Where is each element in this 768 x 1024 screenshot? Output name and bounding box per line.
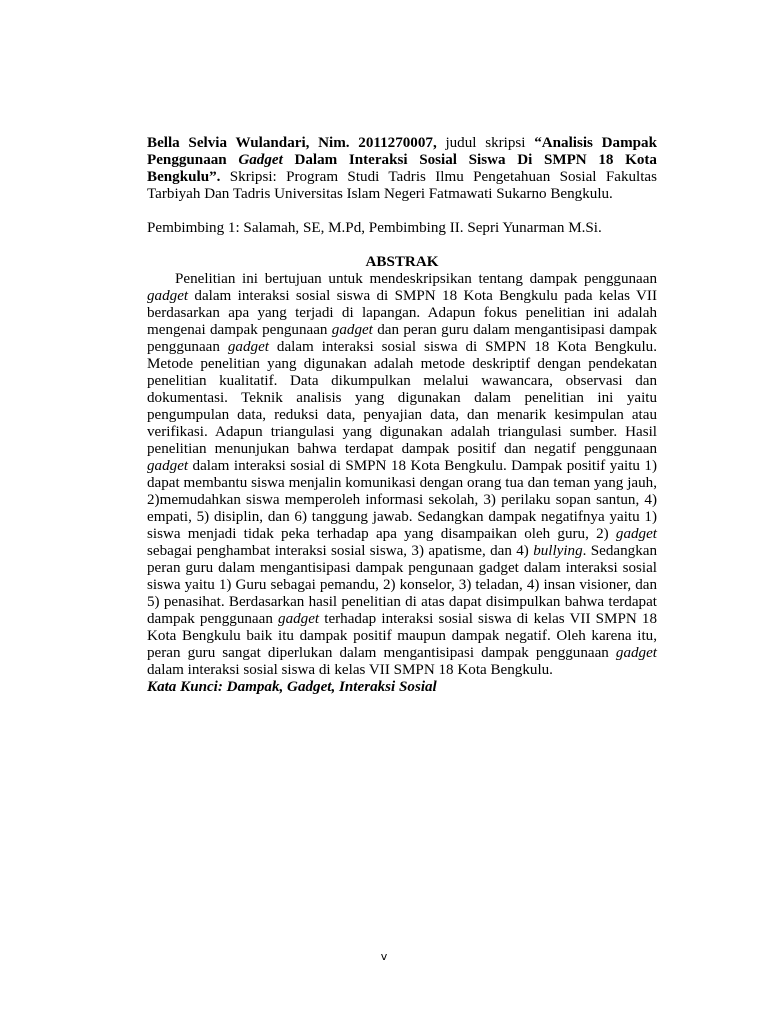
spacer [147, 237, 657, 254]
abstract-italic-term: gadget [615, 526, 657, 542]
abstract-italic-term: gadget [147, 288, 189, 304]
abstract-heading: ABSTRAK [365, 254, 439, 270]
keywords-line: Kata Kunci: Dampak, Gadget, Interaksi Sosial [147, 679, 437, 695]
abstract-text: terhadap interaksi sosial siswa di kelas VII SMPN 18 Kota Bengkulu baik itu dampak positif maupun dampak negatif. Oleh karena itu, peran guru sangat diperlukan dalam mengantisipasi dampak penggunaan [147, 611, 657, 661]
abstract-text: Penelitian ini bertujuan untuk mendeskripsikan tentang dampak penggunaan [175, 271, 657, 287]
abstract-text: dalam interaksi sosial siswa di SMPN 18 Kota Bengkulu. Metode penelitian yang digunakan adalah metode deskriptif dengan pendekatan penelitian kualitatif. Data dikumpulkan melalui wawancara, observasi dan dokumentasi. Teknik analisis yang digunakan dalam penelitian ini yaitu pengumpulan data, reduksi data, penyajian data, dan menarik kesimpulan atau verifikasi. Adapun triangulasi yang digunakan adalah triangulasi sumber. Hasil penelitian menunjukan bahwa terdapat dampak positif dan negatif penggunaan [147, 339, 657, 457]
thesis-title-part1: “Analisis Dampak Penggunaan [147, 135, 657, 168]
spacer [147, 203, 657, 220]
page-number: v [380, 950, 388, 963]
abstract-text: dan peran guru dalam mengantisipasi dampak penggunaan [147, 322, 657, 355]
page-content [147, 135, 657, 696]
abstract-text: . Sedangkan peran guru dalam mengantisipasi dampak pengunaan gadget dalam interaksi sosial siswa yaitu 1) Guru sebagai pemandu, 2) konselor, 3) teladan, 4) insan visioner, dan 5) penasihat. Berdasarkan hasil penelitian di atas dapat disimpulkan bahwa terdapat dampak penggunaan [147, 543, 658, 627]
abstract-text: sebagai penghambat interaksi sosial siswa, 3) apatisme, dan 4) [147, 543, 534, 559]
abstract-text: dalam interaksi sosial siswa di SMPN 18 Kota Bengkulu pada kelas VII berdasarkan apa yang terjadi di lapangan. Adapun fokus penelitian ini adalah mengenai dampak pengunaan [147, 288, 657, 338]
abstract-italic-term: gadget [278, 611, 320, 627]
abstract-italic-term: gadget [331, 322, 373, 338]
abstract-italic-term: gadget [147, 458, 189, 474]
thesis-title-part2: Dalam Interaksi Sosial Siswa Di SMPN 18 Kota Bengkulu”. [147, 152, 657, 185]
supervisors-line: Pembimbing 1: Salamah, SE, M.Pd, Pembimbing II. Sepri Yunarman M.Si. [147, 220, 602, 236]
abstract-italic-term: gadget [615, 645, 657, 661]
author-name: Bella Selvia Wulandari, Nim. 2011270007, [147, 135, 437, 151]
abstract-italic-term: bullying [533, 543, 583, 559]
abstract-italic-term: gadget [227, 339, 269, 355]
thesis-info: Skripsi: Program Studi Tadris Ilmu Pengetahuan Sosial Fakultas Tarbiyah Dan Tadris Universitas Islam Negeri Fatmawati Sukarno Bengkulu. [147, 169, 657, 202]
judul-label: judul skripsi [436, 135, 535, 151]
abstract-text: dalam interaksi sosial siswa di kelas VII SMPN 18 Kota Bengkulu. [147, 662, 553, 678]
abstract-text: dalam interaksi sosial di SMPN 18 Kota Bengkulu. Dampak positif yaitu 1) dapat membantu siswa menjalin komunikasi dengan orang tua dan teman yang jauh, 2)memudahkan siswa memperoleh informasi sekolah, 3) perilaku sopan santun, 4) empati, 5) disiplin, dan 6) tanggung jawab. Sedangkan dampak negatifnya yaitu 1) siswa menjadi tidak peka terhadap apa yang disampaikan oleh guru, 2) [147, 458, 657, 542]
thesis-title-gadget: Gadget [238, 152, 283, 168]
abstract-body [147, 271, 657, 679]
bibliographic-entry [147, 135, 657, 203]
